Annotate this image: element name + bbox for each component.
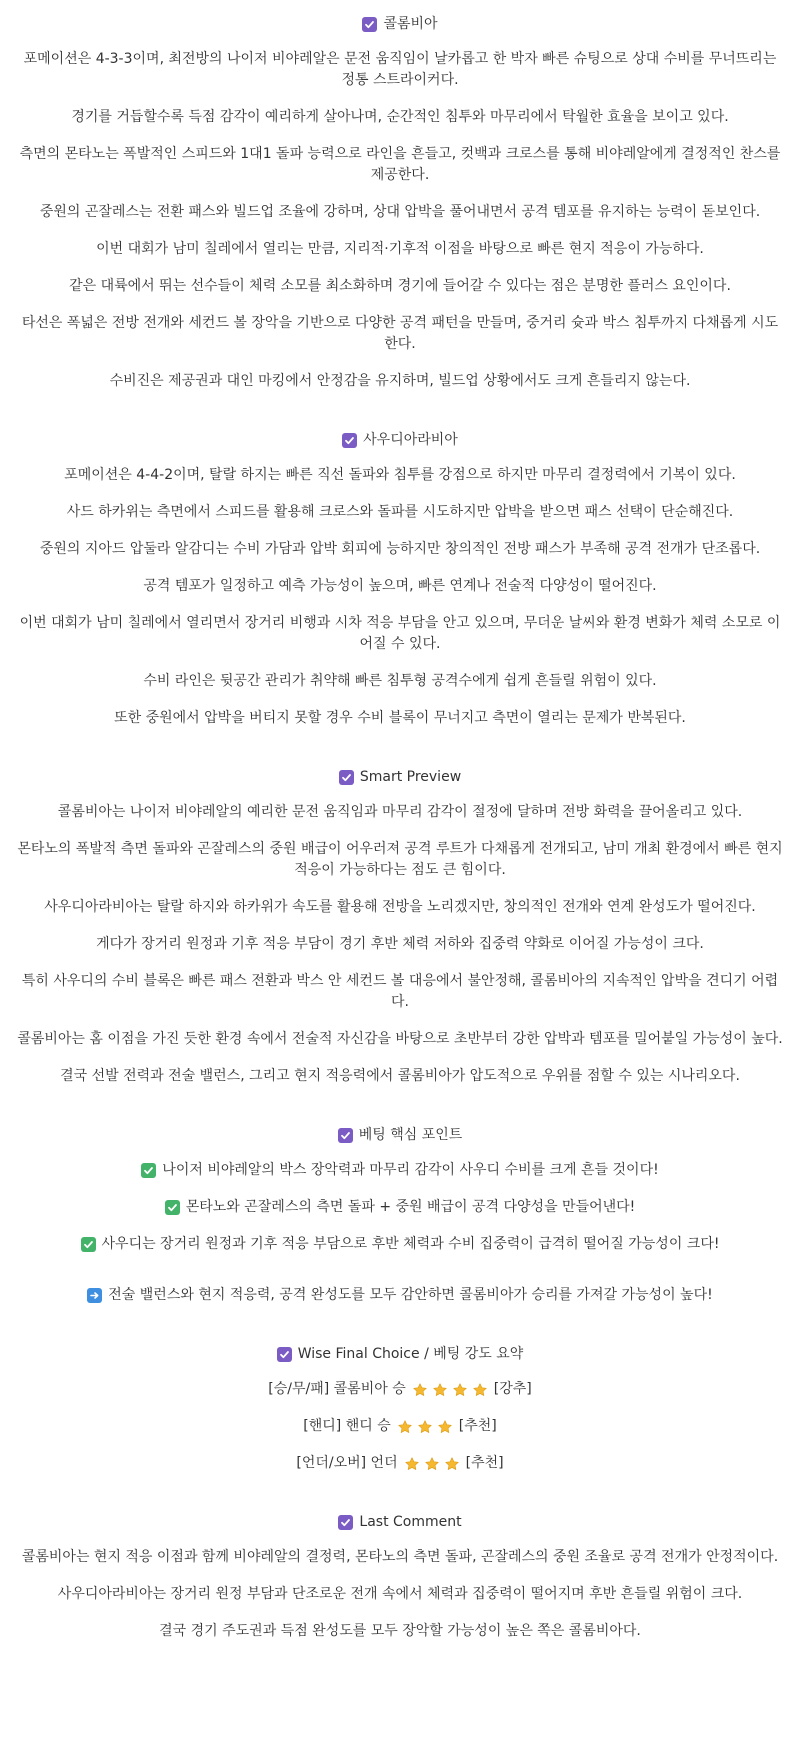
section-betting-points bbox=[0, 1124, 800, 1306]
green-check-icon bbox=[141, 1163, 156, 1178]
green-check-icon bbox=[81, 1237, 96, 1252]
paragraph: 포메이션은 4-4-2이며, 탈랄 하지는 빠른 직선 돌파와 침투를 강점으로 하지만 마무리 결정력에서 기복이 있다. bbox=[64, 467, 736, 483]
paragraph: 사우디아라비아는 탈랄 하지와 하카위가 속도를 활용해 전방을 노리겠지만, 창의적인 전개와 연계 완성도가 떨어진다. bbox=[44, 899, 756, 915]
section-wise-final-choice bbox=[0, 1343, 800, 1474]
paragraph: 콜롬비아는 나이저 비야레알의 예리한 문전 움직임과 마무리 감각이 절정에 달하며 전방 화력을 끌어올리고 있다. bbox=[57, 804, 743, 820]
betting-point bbox=[16, 1197, 784, 1218]
paragraph: 공격 템포가 일정하고 예측 가능성이 높으며, 빠른 연계나 전술적 다양성이 떨어진다. bbox=[143, 578, 657, 594]
star-icon bbox=[424, 1456, 440, 1472]
star-icon bbox=[417, 1419, 433, 1435]
checkbox-icon bbox=[339, 770, 354, 785]
section-heading bbox=[0, 13, 800, 35]
green-check-icon bbox=[165, 1200, 180, 1215]
paragraph: 측면의 몬타노는 폭발적인 스피드와 1대1 돌파 능력으로 라인을 흔들고, 컷백과 크로스를 통해 비야레알에게 결정적인 찬스를 제공한다. bbox=[19, 146, 781, 183]
paragraph: 콜롬비아는 현지 적응 이점과 함께 비야레알의 결정력, 몬타노의 측면 돌파, 곤잘레스의 중원 조율로 공격 전개가 안정적이다. bbox=[21, 1549, 779, 1565]
checkbox-icon bbox=[342, 433, 357, 448]
section-title: 베팅 핵심 포인트 bbox=[358, 1126, 463, 1143]
betting-point-text: 몬타노와 곤잘레스의 측면 돌파 + 중원 배급이 공격 다양성을 만들어낸다! bbox=[185, 1199, 636, 1215]
section-smart-preview bbox=[0, 766, 800, 1087]
rating-tag: [추천] bbox=[458, 1418, 497, 1434]
paragraph: 이번 대회가 남미 칠레에서 열리면서 장거리 비행과 시차 적응 부담을 안고 있으며, 무더운 날씨와 환경 변화가 체력 소모로 이어질 수 있다. bbox=[19, 615, 781, 652]
paragraph: 결국 선발 전력과 전술 밸런스, 그리고 현지 적응력에서 콜롬비아가 압도적으로 우위를 점할 수 있는 시나리오다. bbox=[60, 1068, 740, 1084]
paragraph: 같은 대륙에서 뛰는 선수들이 체력 소모를 최소화하며 경기에 들어갈 수 있다는 점은 분명한 플러스 요인이다. bbox=[69, 278, 731, 294]
section-colombia bbox=[0, 13, 800, 392]
paragraph: 결국 경기 주도권과 득점 완성도를 모두 장악할 가능성이 높은 쪽은 콜롬비아다. bbox=[159, 1623, 641, 1639]
section-heading bbox=[0, 429, 800, 451]
checkbox-icon bbox=[277, 1347, 292, 1362]
paragraph: 특히 사우디의 수비 블록은 빠른 패스 전환과 박스 안 세컨드 볼 대응에서 불안정해, 콜롬비아의 지속적인 압박을 견디기 어렵다. bbox=[21, 973, 779, 1010]
star-icon bbox=[452, 1382, 468, 1398]
paragraph: 포메이션은 4-3-3이며, 최전방의 나이저 비야레알은 문전 움직임이 날카롭고 한 박자 빠른 슈팅으로 상대 수비를 무너뜨리는 정통 스트라이커다. bbox=[23, 51, 777, 88]
section-title: Smart Preview bbox=[359, 768, 462, 785]
rating-tag: [추천] bbox=[465, 1455, 504, 1471]
paragraph: 몬타노의 폭발적 측면 돌파와 곤잘레스의 중원 배급이 어우러져 공격 루트가 다채롭게 전개되고, 남미 개최 환경에서 빠른 현지 적응이 가능하다는 점도 큰 힘이다. bbox=[17, 841, 783, 878]
section-last-comment bbox=[0, 1511, 800, 1642]
section-title: 사우디아라비아 bbox=[363, 431, 458, 448]
betting-conclusion-text: 전술 밸런스와 현지 적응력, 공격 완성도를 모두 감안하면 콜롬비아가 승리를 가져갈 가능성이 높다! bbox=[108, 1287, 713, 1303]
betting-point bbox=[16, 1234, 784, 1255]
rating-label: [핸디] 핸디 승 bbox=[303, 1418, 391, 1434]
section-heading bbox=[0, 1124, 800, 1146]
paragraph: 게다가 장거리 원정과 기후 적응 부담이 경기 후반 체력 저하와 집중력 약화로 이어질 가능성이 크다. bbox=[96, 936, 704, 952]
star-icon bbox=[397, 1419, 413, 1435]
rating-row bbox=[16, 1379, 784, 1400]
paragraph: 사드 하카위는 측면에서 스피드를 활용해 크로스와 돌파를 시도하지만 압박을 받으면 패스 선택이 단순해진다. bbox=[66, 504, 734, 520]
betting-point-text: 사우디는 장거리 원정과 기후 적응 부담으로 후반 체력과 수비 집중력이 급격히 떨어질 가능성이 크다! bbox=[101, 1236, 720, 1252]
paragraph: 사우디아라비아는 장거리 원정 부담과 단조로운 전개 속에서 체력과 집중력이 떨어지며 후반 흔들릴 위험이 크다. bbox=[57, 1586, 743, 1602]
paragraph: 수비진은 제공권과 대인 마킹에서 안정감을 유지하며, 빌드업 상황에서도 크게 흔들리지 않는다. bbox=[109, 373, 691, 389]
section-title: 콜롬비아 bbox=[383, 15, 438, 32]
paragraph: 이번 대회가 남미 칠레에서 열리는 만큼, 지리적·기후적 이점을 바탕으로 빠른 현지 적응이 가능하다. bbox=[96, 241, 704, 257]
betting-point bbox=[16, 1160, 784, 1181]
rating-row bbox=[16, 1453, 784, 1474]
paragraph: 수비 라인은 뒷공간 관리가 취약해 빠른 침투형 공격수에게 쉽게 흔들릴 위험이 있다. bbox=[143, 673, 657, 689]
star-icon bbox=[472, 1382, 488, 1398]
star-rating bbox=[402, 1456, 462, 1472]
star-rating bbox=[410, 1382, 490, 1398]
star-icon bbox=[432, 1382, 448, 1398]
rating-tag: [강추] bbox=[493, 1381, 532, 1397]
section-heading bbox=[0, 1511, 800, 1533]
section-title: Last Comment bbox=[359, 1513, 462, 1530]
rating-row bbox=[16, 1416, 784, 1437]
paragraph: 경기를 거듭할수록 득점 감각이 예리하게 살아나며, 순간적인 침투와 마무리에서 탁월한 효율을 보이고 있다. bbox=[71, 109, 729, 125]
rating-label: [승/무/패] 콜롬비아 승 bbox=[268, 1381, 406, 1397]
section-title: Wise Final Choice / 베팅 강도 요약 bbox=[297, 1345, 524, 1362]
checkbox-icon bbox=[338, 1515, 353, 1530]
section-heading bbox=[0, 766, 800, 788]
betting-point-text: 나이저 비야레알의 박스 장악력과 마무리 감각이 사우디 수비를 크게 흔들 것이다! bbox=[162, 1162, 659, 1178]
star-icon bbox=[444, 1456, 460, 1472]
rating-label: [언더/오버] 언더 bbox=[296, 1455, 398, 1471]
paragraph: 중원의 곤잘레스는 전환 패스와 빌드업 조율에 강하며, 상대 압박을 풀어내면서 공격 템포를 유지하는 능력이 돋보인다. bbox=[39, 204, 761, 220]
star-rating bbox=[395, 1419, 455, 1435]
star-icon bbox=[437, 1419, 453, 1435]
paragraph: 타선은 폭넓은 전방 전개와 세컨드 볼 장악을 기반으로 다양한 공격 패턴을 만들며, 중거리 슛과 박스 침투까지 다채롭게 시도한다. bbox=[21, 315, 779, 352]
right-arrow-icon bbox=[87, 1288, 102, 1303]
checkbox-icon bbox=[338, 1128, 353, 1143]
paragraph: 중원의 지아드 압둘라 알감디는 수비 가담과 압박 회피에 능하지만 창의적인 전방 패스가 부족해 공격 전개가 단조롭다. bbox=[39, 541, 761, 557]
paragraph: 콜롬비아는 홈 이점을 가진 듯한 환경 속에서 전술적 자신감을 바탕으로 초반부터 강한 압박과 템포를 밀어붙일 가능성이 높다. bbox=[17, 1031, 783, 1047]
star-icon bbox=[404, 1456, 420, 1472]
checkbox-icon bbox=[362, 17, 377, 32]
section-heading bbox=[0, 1343, 800, 1365]
paragraph: 또한 중원에서 압박을 버티지 못할 경우 수비 블록이 무너지고 측면이 열리는 문제가 반복된다. bbox=[114, 710, 686, 726]
star-icon bbox=[412, 1382, 428, 1398]
section-saudi bbox=[0, 429, 800, 729]
betting-conclusion bbox=[16, 1285, 784, 1306]
